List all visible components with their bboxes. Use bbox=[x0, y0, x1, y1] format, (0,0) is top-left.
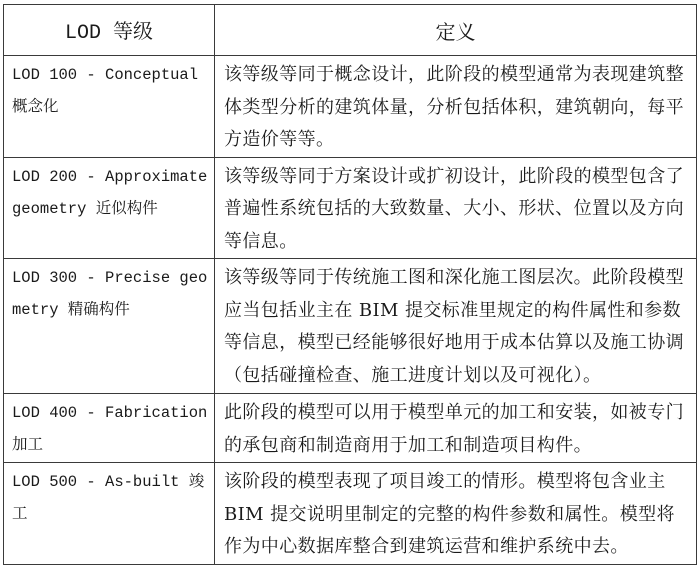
lod-level-cell: LOD 300 - Precise geometry 精确构件 bbox=[4, 259, 215, 394]
lod-level-cell: LOD 200 - Approximate geometry 近似构件 bbox=[4, 157, 215, 259]
lod-level-cell: LOD 400 - Fabrication 加工 bbox=[4, 394, 215, 463]
table-row bbox=[4, 463, 697, 565]
header-lod-level: LOD 等级 bbox=[4, 5, 215, 56]
definition-cell: 此阶段的模型可以用于模型单元的加工和安装，如被专门的承包商和制造商用于加工和制造项目构件。 bbox=[215, 394, 697, 463]
definition-cell: 该等级等同于概念设计，此阶段的模型通常为表现建筑整体类型分析的建筑体量，分析包括体积，建筑朝向，每平方造价等等。 bbox=[215, 56, 697, 158]
lod-level-cell: LOD 100 - Conceptual 概念化 bbox=[4, 56, 215, 158]
table-header-row bbox=[4, 5, 697, 56]
lod-definition-table bbox=[3, 4, 697, 565]
header-definition: 定义 bbox=[215, 5, 697, 56]
lod-level-cell: LOD 500 - As-built 竣工 bbox=[4, 463, 215, 565]
table-row bbox=[4, 259, 697, 394]
definition-cell: 该等级等同于方案设计或扩初设计，此阶段的模型包含了普遍性系统包括的大致数量、大小、形状、位置以及方向等信息。 bbox=[215, 157, 697, 259]
definition-cell: 该等级等同于传统施工图和深化施工图层次。此阶段模型应当包括业主在 BIM 提交标准里规定的构件属性和参数等信息，模型已经能够很好地用于成本估算以及施工协调（包括碰撞检查、施工进度计划以及可视化）。 bbox=[215, 259, 697, 394]
definition-cell: 该阶段的模型表现了项目竣工的情形。模型将包含业主BIM 提交说明里制定的完整的构件参数和属性。模型将作为中心数据库整合到建筑运营和维护系统中去。 bbox=[215, 463, 697, 565]
table-row bbox=[4, 394, 697, 463]
table-row bbox=[4, 157, 697, 259]
table-row bbox=[4, 56, 697, 158]
